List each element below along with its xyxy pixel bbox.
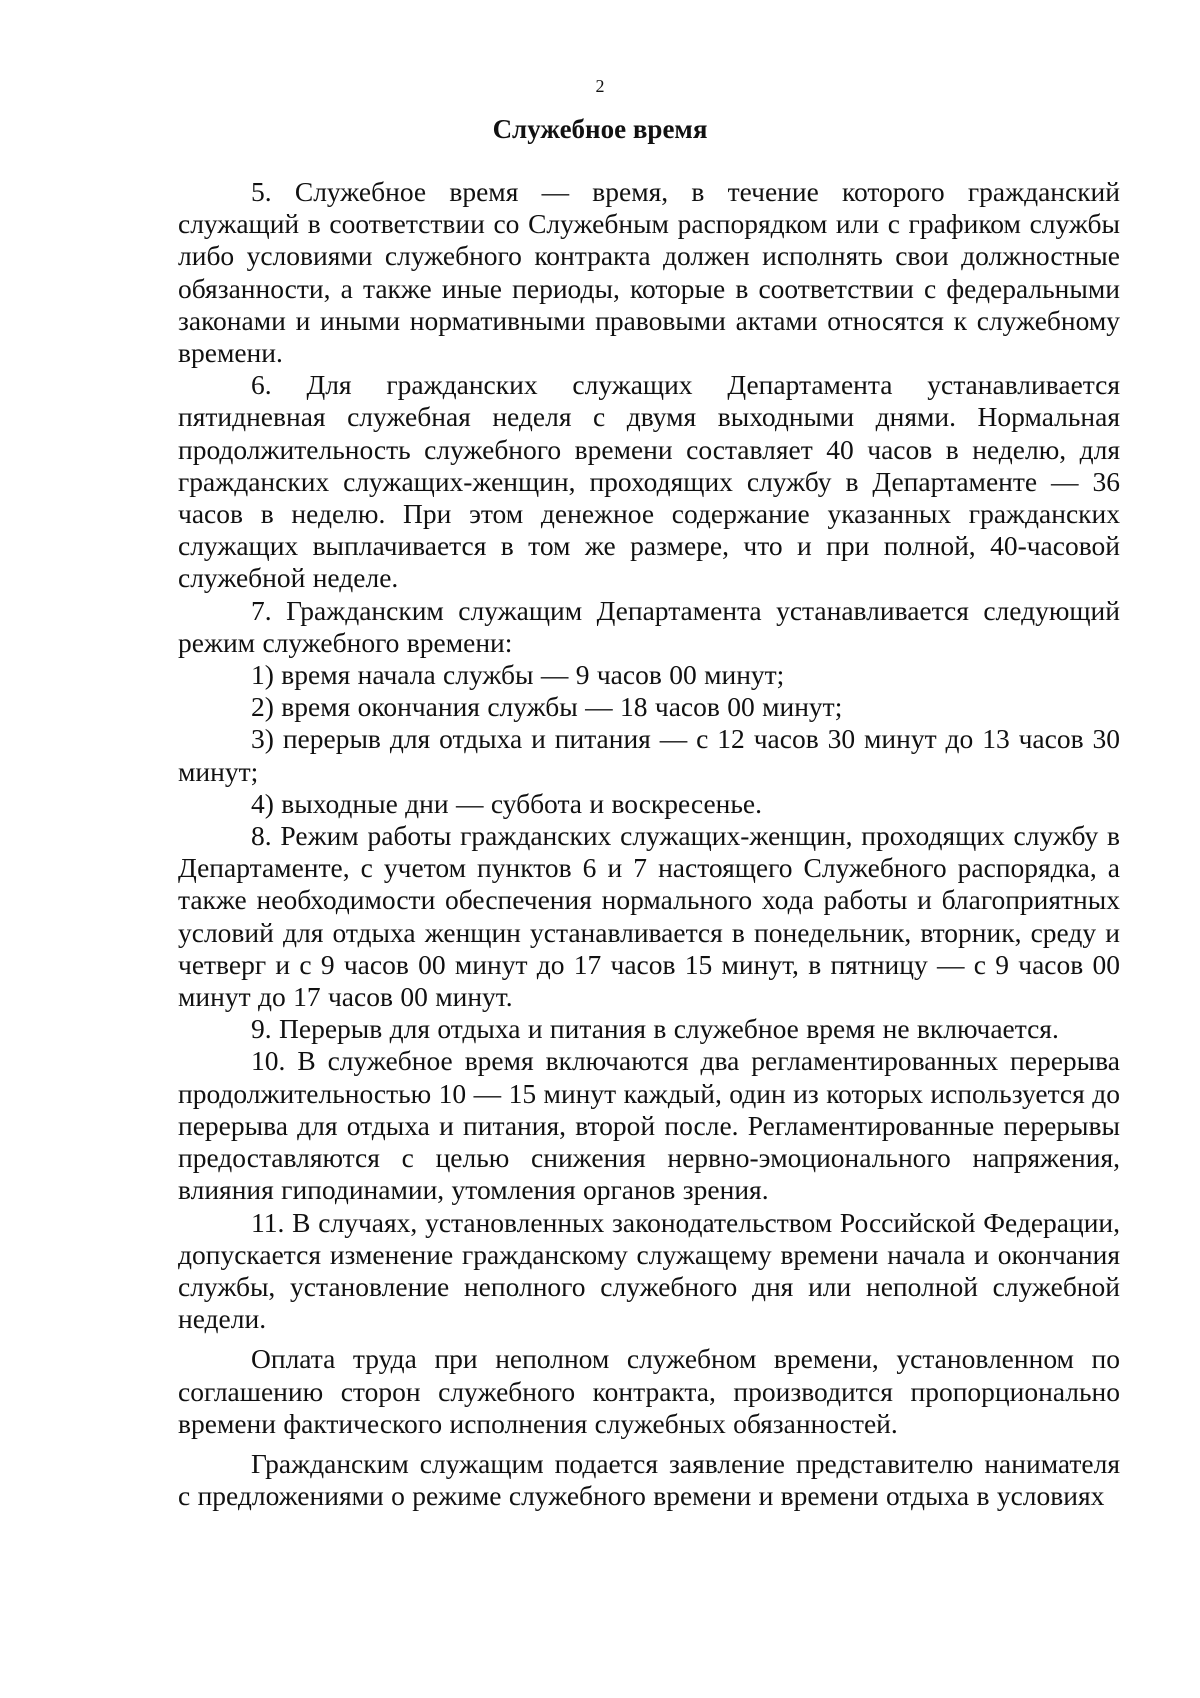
paragraph-9: 9. Перерыв для отдыха и питания в служебное время не включается. [251,1013,1059,1045]
paragraph-6: 6. Для гражданских служащих Департамента устанавливается пятидневная служебная неделя с двумя выходными днями. Нормальная продолжительность служебного времени составляет 40 часов в неделю, для гражданских служащих-женщин, проходящих службу в Департаменте — 36 часов в неделю. При этом денежное содержание указанных гражданских служащих выплачивается в том же размере, что и при полной, 40-часовой служебной неделе. [178,369,1120,594]
paragraph-5: 5. Служебное время — время, в течение которого гражданский служащий в соответствии со Служебным распорядком или с графиком службы либо условиями служебного контракта должен исполнять свои должностные обязанности, а также иные периоды, которые в соответствии с федеральными законами и иными нормативными правовыми актами относятся к служебному времени. [178,176,1120,369]
list-item-4: 4) выходные дни — суббота и воскресенье. [251,787,762,819]
paragraph-11: 11. В случаях, установленных законодательством Российской Федерации, допускается изменение гражданскому служащему времени начала и окончания службы, установление неполного служебного дня или неполной служебной недели. [178,1206,1120,1335]
list-item-3: 3) перерыв для отдыха и питания — с 12 часов 30 минут до 13 часов 30 минут; [178,723,1120,787]
paragraph-7: 7. Гражданским служащим Департамента устанавливается следующий режим служебного времени: [178,594,1120,658]
section-title: Служебное время [492,114,708,144]
list-item-2: 2) время окончания службы — 18 часов 00 минут; [251,691,843,723]
paragraph-payment: Оплата труда при неполном служебном времени, установленном по соглашению сторон служебного контракта, производится пропорционально времени фактического исполнения служебных обязанностей. [178,1343,1120,1439]
page-number: 2 [595,76,605,96]
list-item-1: 1) время начала службы — 9 часов 00 минут; [251,659,785,691]
paragraph-application: Гражданским служащим подается заявление представителю нанимателя с предложениями о режиме служебного времени и времени отдыха в условиях [178,1447,1120,1512]
document-body [178,176,1120,1512]
paragraph-8: 8. Режим работы гражданских служащих-женщин, проходящих службу в Департаменте, с учетом пунктов 6 и 7 настоящего Служебного распорядка, а также необходимости обеспечения нормального хода работы и благоприятных условий для отдыха женщин устанавливается в понедельник, вторник, среду и четверг и с 9 часов 00 минут до 17 часов 15 минут, в пятницу — с 9 часов 00 минут до 17 часов 00 минут. [178,820,1120,1013]
paragraph-10: 10. В служебное время включаются два регламентированных перерыва продолжительностью 10 — 15 минут каждый, один из которых используется до перерыва для отдыха и питания, второй после. Регламентированные перерывы предоставляются с целью снижения нервно-эмоционального напряжения, влияния гиподинамии, утомления органов зрения. [178,1045,1120,1206]
